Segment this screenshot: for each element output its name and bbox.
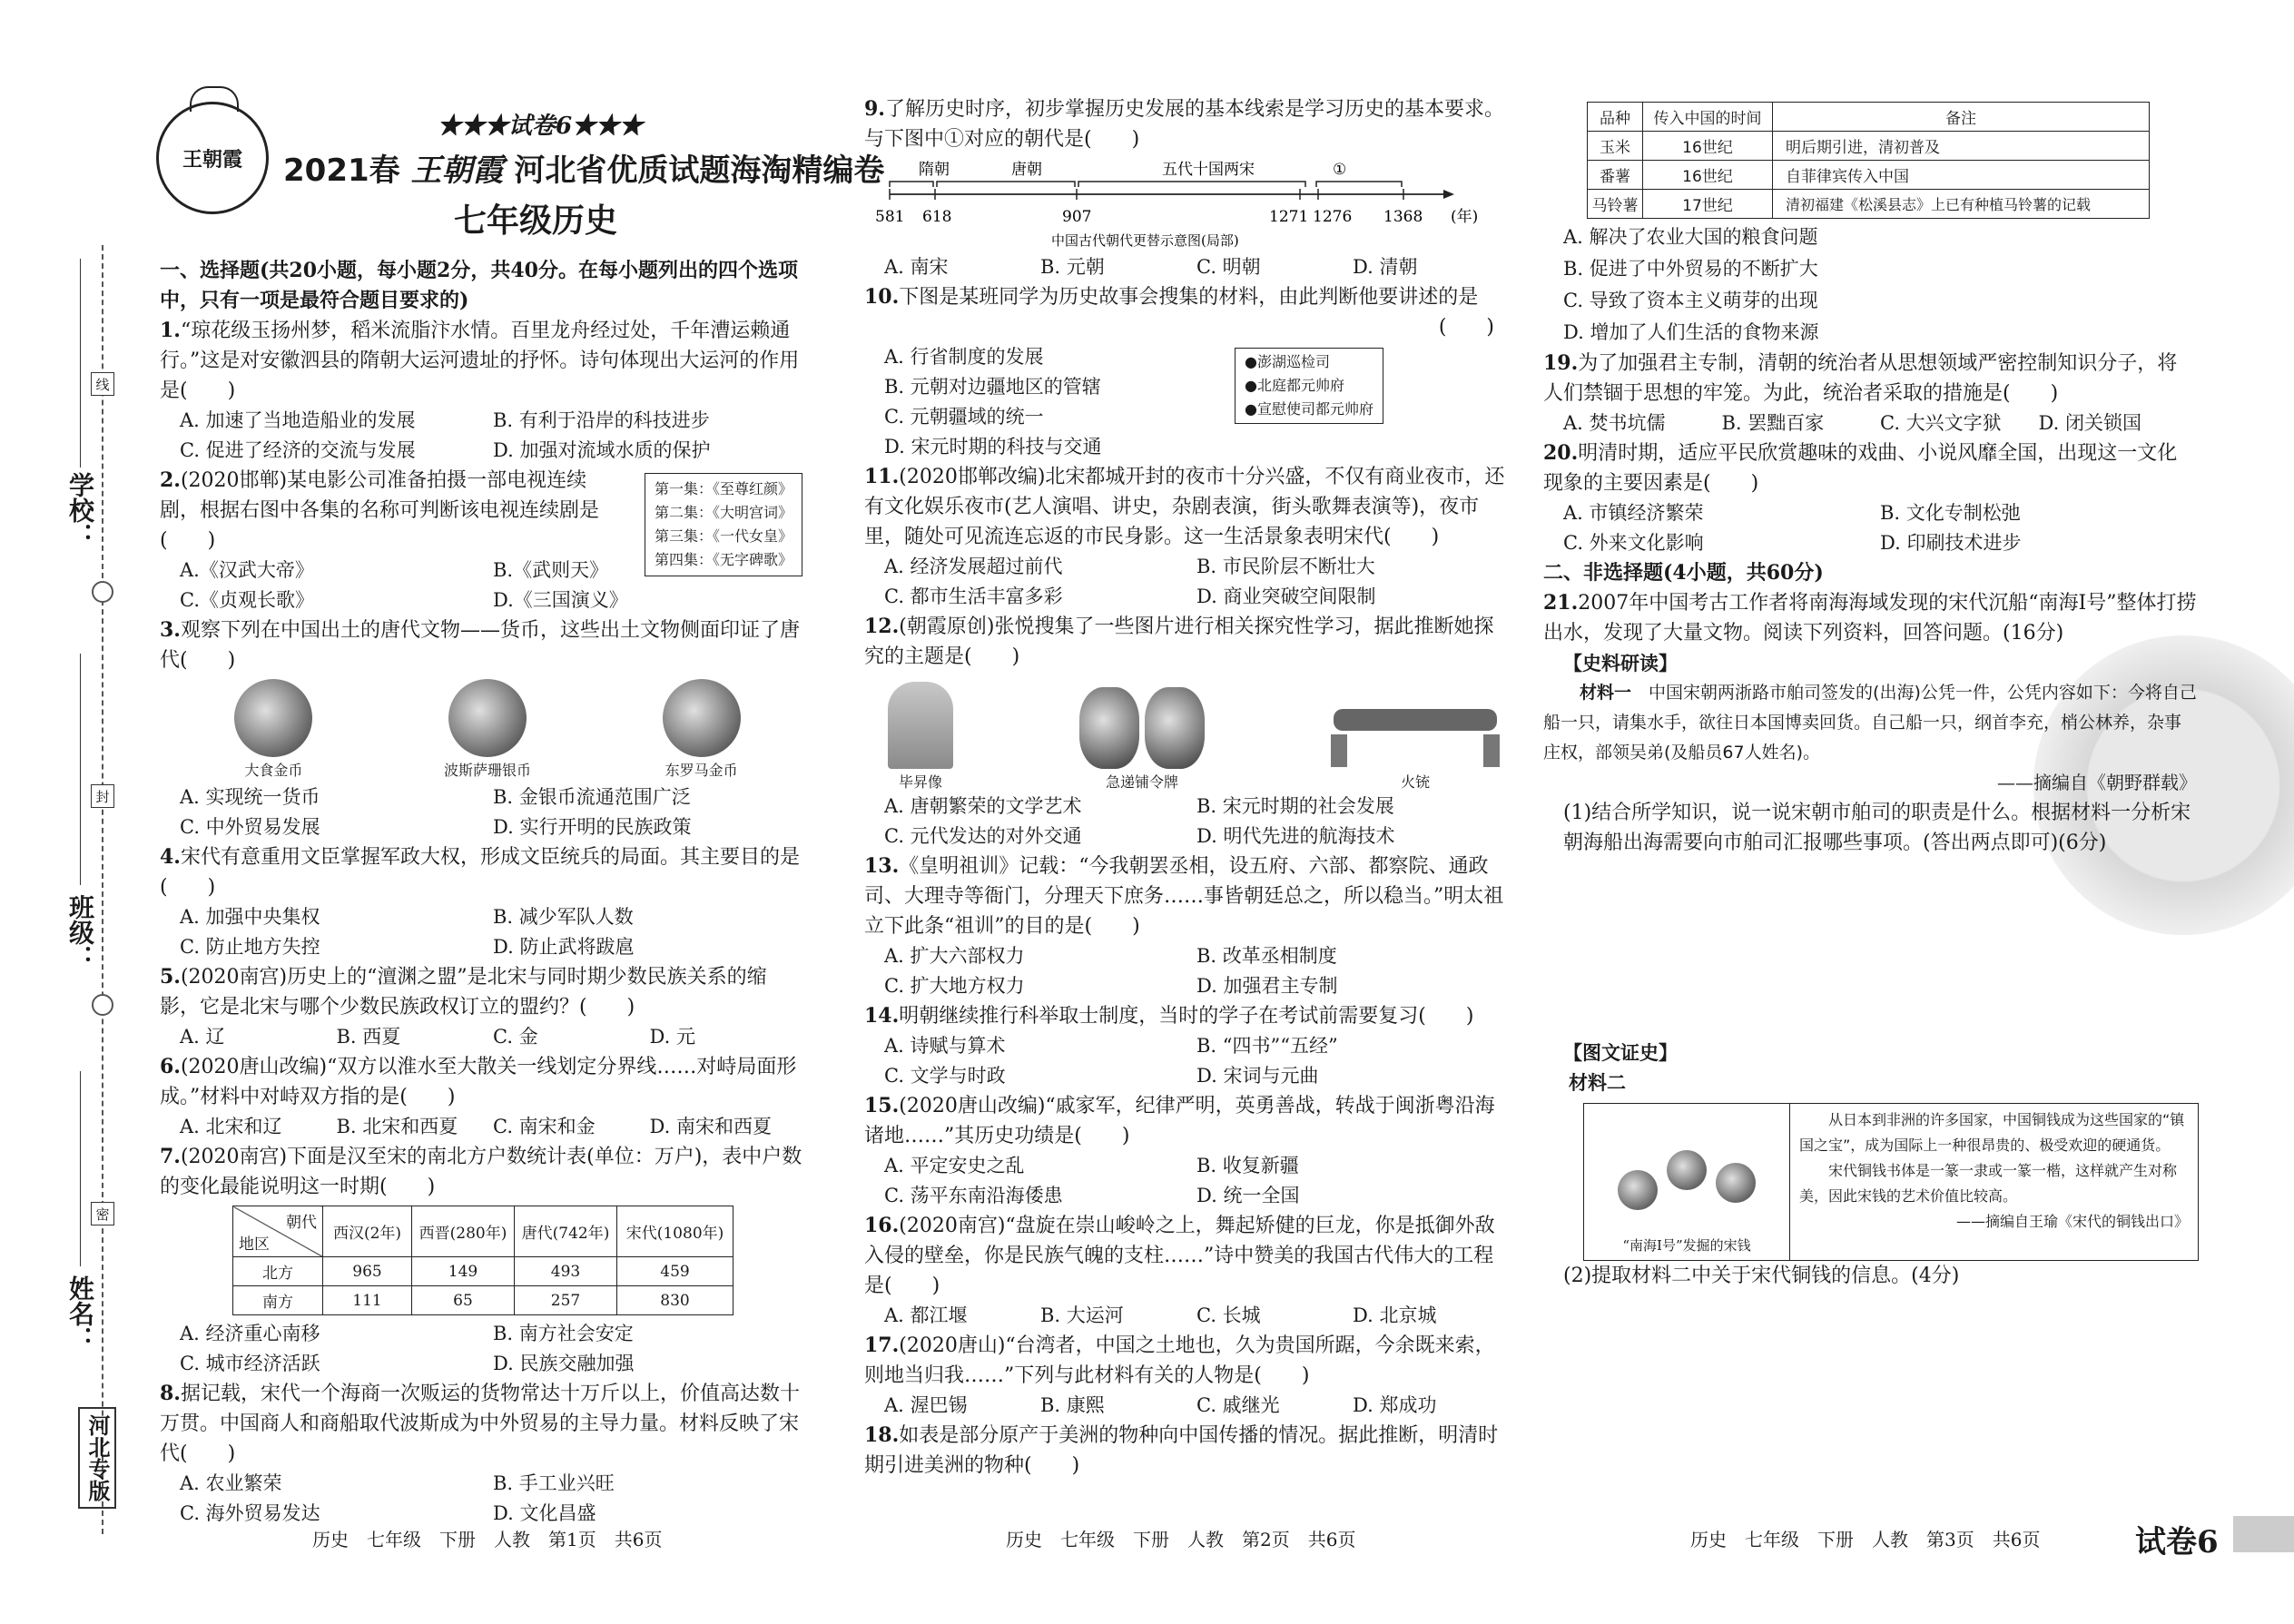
option[interactable]: B. “四书”“五经” [1196,1035,1338,1057]
timeline-segment: 唐朝 [1011,161,1042,179]
table-row: 番薯 16世纪 自菲律宾传入中国 [1588,161,2150,190]
question-7: 7.(2020南宫)下面是汉至宋的南北方户数统计表(单位：万户)，表中户数的变化最能说明这一时期( ) [160,1145,802,1198]
binding-line [102,245,103,1534]
table-row: 马铃薯 17世纪 清初福建《松溪县志》上已有种植马铃薯的记载 [1588,190,2150,219]
option[interactable]: A. 渥巴锡 [884,1394,968,1416]
option[interactable]: A. 实现统一货币 [180,786,320,808]
option[interactable]: B. 北宋和西夏 [336,1116,458,1137]
question-21-part-2: (2)提取材料二中关于宋代铜钱的信息。(4分) [1563,1265,1960,1287]
option[interactable]: D. 清朝 [1353,256,1418,278]
timeline-tick: 1368 [1383,208,1423,226]
timeline-segment: 隋朝 [919,161,950,179]
fire-lance: 火铳 [1331,709,1500,792]
question-9: 9.了解历史时序，初步掌握历史发展的基本线索是学习历史的基本要求。与下图中①对应的朝代是( ) [864,97,1504,151]
question-14: 14.明朝继续推行科举取士制度，当时的学子在考试前需要复习( ) [864,1004,1474,1028]
name-field[interactable] [80,1071,81,1266]
option[interactable]: A. 平定安史之乱 [884,1155,1025,1176]
option[interactable]: D. 文化昌盛 [493,1502,596,1524]
option[interactable]: D. 宋词与元曲 [1196,1065,1319,1087]
section-2-title: 二、非选择题(4小题，共60分) [1543,561,1824,585]
question-19: 19.为了加强君主专制，清朝的统治者从思想领域严密控制知识分子，将人们禁锢于思想的牢笼。为此，统治者采取的措施是( ) [1543,351,2178,405]
option[interactable]: B. 金银币流通范围广泛 [493,786,691,808]
option[interactable]: D. 北京城 [1353,1304,1437,1326]
question-19-options [1543,408,2197,438]
question-16: 16.(2020南宫)“盘旋在崇山峻岭之上，舞起矫健的巨龙，你是抵御外敌入侵的壁垒，你是民族气魄的支柱……”诗中赞美的我国古代伟大的工程是( ) [864,1214,1495,1297]
option[interactable]: B. 南方社会安定 [493,1323,634,1344]
option[interactable]: D. 南宋和西夏 [649,1116,772,1137]
paper-tag: ★★★试卷6★★★ [438,113,644,140]
page-footer: 历史 七年级 下册 人教 第1页 共6页 [312,1529,663,1550]
answer-paren: ( ) [1438,316,1494,339]
option[interactable]: A. 加速了当地造船业的发展 [180,409,416,431]
question-21-part-1: (1)结合所学知识，说一说宋朝市舶司的职责是什么。根据材料一分析宋朝海船出海需要向市舶司汇报哪些事项。(答出两点即可)(6分) [1563,802,2191,854]
column-header: 品种 [1588,103,1643,132]
option[interactable]: C. 元朝疆域的统一 [884,406,1044,428]
option[interactable]: A. 唐朝繁荣的文学艺术 [884,795,1082,817]
question-14-options [864,1031,1509,1091]
option[interactable]: C. 导致了资本主义萌芽的出现 [1563,290,1818,311]
option[interactable]: C. 元代发达的对外交通 [884,825,1082,847]
question-8: 8.据记载，宋代一个海商一次贩运的货物常达十万斤以上，价值高达数十万贯。中国商人和商船取代波斯成为中外贸易的主导力量。材料反映了宋代( ) [160,1382,800,1465]
seal-secret: 密 [91,1202,114,1225]
option[interactable]: B.《武则天》 [493,559,609,581]
office-list-box: ●澎湖巡检司 ●北庭都元帅府 ●宣慰使司都元帅府 [1235,348,1383,424]
timeline-tick: 907 [1062,208,1092,226]
binding-ring [92,581,113,603]
material-2-label: 材料二 [1569,1071,1626,1094]
option[interactable]: D. 宋元时期的科技与交通 [884,436,1102,458]
option[interactable]: D. 明代先进的航海技术 [1196,825,1395,847]
option[interactable]: D. 增加了人们生活的食物来源 [1563,321,1819,343]
song-coins-photo: “南海Ⅰ号”发掘的宋钱 [1584,1104,1790,1260]
bisheng-portrait: 毕昇像 [888,682,953,792]
option[interactable]: C.《贞观长歌》 [180,589,314,611]
option[interactable]: D. 实行开明的民族政策 [493,816,692,838]
column-header: 传入中国的时间 [1643,103,1773,132]
page-footer: 历史 七年级 下册 人教 第3页 共6页 [1690,1529,2041,1550]
school-field[interactable] [80,259,81,468]
exam-subtitle: 七年级历史 [454,202,618,240]
column-header: 备注 [1773,103,2150,132]
option[interactable]: B. 促进了中外贸易的不断扩大 [1563,258,1818,280]
school-label: 学校： [65,472,95,548]
question-6: 6.(2020唐山改编)“双方以淮水至大散关一线划定分界线……对峙局面形成。”材料中对峙双方指的是( ) [160,1055,797,1108]
option[interactable]: D. 加强对流域水质的保护 [493,439,711,461]
timeline-unit: (年) [1451,208,1479,226]
column-header: 宋代(1080年) [617,1206,733,1257]
question-2: 2.(2020邯郸)某电影公司准备拍摄一部电视连续剧，根据右图中各集的名称可判断该电视连续剧是( ) [160,468,600,552]
timeline-tick: 1276 [1313,208,1353,226]
timeline-tick: 618 [922,208,952,226]
question-15-options [864,1151,1509,1211]
timeline-tick: 581 [875,208,905,226]
question-15: 15.(2020唐山改编)“戚家军，纪律严明，英勇善战，转战于闽浙粤沿海诸地……”其历史功绩是( ) [864,1094,1495,1147]
option[interactable]: A. 扩大六部权力 [884,945,1025,967]
question-17-options [864,1391,1509,1421]
option[interactable]: A. 加强中央集权 [180,906,320,928]
table-corner: 朝代 地区 [233,1206,323,1257]
species-table [1587,102,2150,219]
binding-ring [92,994,113,1016]
question-10: 10.下图是某班同学为历史故事会搜集的材料，由此判断他要讲述的是 [864,285,1479,309]
option[interactable]: A. 经济发展超过前代 [884,556,1063,577]
material-1-source: ——摘编自《朝野群载》 [1997,772,2197,793]
option[interactable]: D. 商业突破空间限制 [1196,586,1376,607]
question-18: 18.如表是部分原产于美洲的物种向中国传播的情况。据此推断，明清时期引进美洲的物种( ) [864,1423,1499,1477]
section-1-title: 一、选择题(共20小题，每小题2分，共40分。在每小题列出的四个选项中，只有一项是最符合题目要求的) [160,259,798,312]
option[interactable]: B. 市民阶层不断壮大 [1196,556,1375,577]
question-9-options [864,252,1509,282]
option[interactable]: A. 北宋和辽 [180,1116,282,1137]
option[interactable]: D. 民族交融加强 [493,1353,635,1374]
option[interactable]: A. 焚书坑儒 [1563,412,1666,434]
class-label: 班级： [65,894,95,970]
option[interactable]: A. 农业繁荣 [180,1472,282,1494]
option[interactable]: C. 促进了经济的交流与发展 [180,439,416,461]
artifact-images [864,672,1509,792]
coin-images [160,675,806,782]
question-7-options [160,1319,806,1379]
material-1: 材料一 中国宋朝两浙路市舶司签发的(出海)公凭一件，公凭内容如下：今将自己船一只，请集水手，欲往日本国博卖回货。自己船一只，纲首李充，梢公林养，杂事庄权，部领吴弟(及船员67人姓名)。 [1543,683,2197,763]
option[interactable]: D. 印刷技术进步 [1880,532,2022,554]
question-5: 5.(2020南宫)历史上的“澶渊之盟”是北宋与同时期少数民族关系的缩影，它是北宋与哪个少数民族政权订立的盟约？( ) [160,965,767,1019]
question-6-options [160,1112,806,1142]
option[interactable]: B. 西夏 [336,1026,401,1048]
timeline-segment: ① [1333,161,1347,179]
courier-tokens: 急递铺令牌 [1079,687,1205,792]
question-8-options [160,1469,806,1529]
option[interactable]: A. 市镇经济繁荣 [1563,502,1704,524]
question-5-options [160,1022,806,1052]
option[interactable]: C. 文学与时政 [884,1065,1006,1087]
name-label: 姓名： [65,1275,95,1352]
option[interactable]: C. 长城 [1196,1304,1261,1326]
option[interactable]: B. 减少军队人数 [493,906,634,928]
coin-figure: 东罗马金币 [663,675,741,782]
timeline-segment: 五代十国两宋 [1162,161,1255,179]
option[interactable]: C. 城市经济活跃 [180,1353,320,1374]
subsection-heading: 【史料研读】 [1563,652,1678,674]
question-2-block [160,466,806,568]
option[interactable]: D. 闭关锁国 [2038,412,2141,434]
table-row: 南方 111 65 257 830 [233,1286,733,1315]
question-18-options [1543,221,2197,349]
answer-space[interactable] [1543,858,2197,1038]
option[interactable]: D. 防止武将跋扈 [493,936,635,958]
question-17: 17.(2020唐山)“台湾者，中国之土地也，久为贵国所踞，今余既来索，则地当归我……”下列与此材料有关的人物是( ) [864,1334,1495,1387]
option[interactable]: D. 郑成功 [1353,1394,1437,1416]
option[interactable]: A. 经济重心南移 [180,1323,320,1344]
dynasty-timeline [873,154,1509,252]
option[interactable]: C. 南宋和金 [493,1116,596,1137]
page-footer: 历史 七年级 下册 人教 第2页 共6页 [1006,1529,1356,1550]
column-2 [864,94,1509,1481]
option[interactable]: C. 戚继光 [1196,1394,1280,1416]
option[interactable]: A. 解决了农业大国的粮食问题 [1563,226,1818,248]
option[interactable]: C. 明朝 [1196,256,1261,278]
subsection-heading: 【图文证史】 [1563,1041,1678,1064]
question-1-options [160,406,806,466]
footer-bar [2233,1516,2294,1552]
question-3: 3.观察下列在中国出土的唐代文物——货币，这些出土文物侧面印证了唐代( ) [160,618,800,672]
household-table [232,1206,733,1315]
option[interactable]: C. 防止地方失控 [180,936,320,958]
column-3 [1543,221,2197,1291]
question-21: 21.2007年中国考古工作者将南海海域发现的宋代沉船“南海Ⅰ号”整体打捞出水，发现了大量文物。阅读下列资料，回答问题。(16分) [1543,591,2197,645]
question-20-options [1543,498,2197,558]
option[interactable]: B. 元朝 [1040,256,1105,278]
paper-number-tag: 试卷6 [2135,1524,2219,1560]
option[interactable]: A.《汉武大帝》 [180,559,314,581]
option[interactable]: C. 都市生活丰富多彩 [884,586,1063,607]
coin-figure: 波斯萨珊银币 [444,675,531,782]
option[interactable]: A. 都江堰 [884,1304,968,1326]
option[interactable]: B. 有利于沿岸的科技进步 [493,409,710,431]
table-row: 北方 965 149 493 459 [233,1257,733,1286]
option[interactable]: D.《三国演义》 [493,589,628,611]
question-3-options [160,782,806,842]
coin-figure: 大食金币 [234,675,312,782]
question-16-options [864,1301,1509,1331]
option[interactable]: A. 诗赋与算术 [884,1035,1006,1057]
option[interactable]: B. 收复新疆 [1196,1155,1299,1176]
question-13-options [864,941,1509,1001]
question-10-options [864,342,1509,462]
brand-logo: 王朝霞 [156,102,269,214]
question-13: 13.《皇明祖训》记载：“今我朝罢丞相，设五府、六部、都察院、通政司、大理寺等衙门，分理天下庶务……事皆朝廷总之，所以稳当。”明太祖立下此条“祖训”的目的是( ) [864,854,1504,938]
seal-line: 线 [91,372,114,396]
region-badge: 河北专版 [78,1407,116,1509]
column-header: 西晋(280年) [412,1206,515,1257]
option[interactable]: B. 手工业兴旺 [493,1472,615,1494]
option[interactable]: C. 金 [493,1026,538,1048]
timeline-caption: 中国古代朝代更替示意图(局部) [1051,232,1239,249]
material-2-box [1583,1103,2199,1261]
question-4: 4.宋代有意重用文臣掌握军政大权，形成文臣统兵的局面。其主要目的是( ) [160,845,800,899]
option[interactable]: C. 荡平东南沿海倭患 [884,1185,1063,1206]
column-header: 唐代(742年) [515,1206,617,1257]
column-1 [160,256,806,1529]
option[interactable]: B. 元朝对边疆地区的管辖 [884,376,1101,398]
question-1: 1.“琼花级玉扬州梦，稻米流脂汴水情。百里龙舟经过处，千年漕运赖通行。”这是对安徽泗县的隋朝大运河遗址的抒怀。诗句体现出大运河的作用是( ) [160,319,800,402]
option[interactable]: D. 统一全国 [1196,1185,1300,1206]
option[interactable]: C. 外来文化影响 [1563,532,1704,554]
option[interactable]: B. 康熙 [1040,1394,1105,1416]
question-4-options [160,902,806,962]
question-20: 20.明清时期，适应平民欣赏趣味的戏曲、小说风靡全国，出现这一文化现象的主要因素是( ) [1543,441,2178,495]
seal-seal: 封 [91,784,114,808]
class-field[interactable] [80,654,81,885]
option[interactable]: C. 大兴文字狱 [1880,412,2002,434]
material-2-text: 从日本到非洲的许多国家，中国铜钱成为这些国家的“镇国之宝”，成为国际上一种很昂贵的、极受欢迎的硬通货。 宋代铜钱书体是一篆一隶或一篆一楷，这样就产生对称美，因此宋钱的艺术价值比较高。 ——摘编自王瑜《宋代的铜钱出口》 [1799,1111,2189,1230]
option[interactable]: B. 大运河 [1040,1304,1124,1326]
question-10-body [864,342,1509,462]
option[interactable]: B. 罢黜百家 [1721,412,1825,434]
table-row: 玉米 16世纪 明后期引进，清初普及 [1588,132,2150,161]
option[interactable]: C. 中外贸易发展 [180,816,320,838]
episode-box: 第一集：《至尊红颜》 第二集：《大明宫词》 第三集：《一代女皇》 第四集：《无字碑歌》 [645,473,802,576]
option[interactable]: B. 宋元时期的社会发展 [1196,795,1394,817]
question-11-options [864,552,1509,612]
question-12: 12.(朝霞原创)张悦搜集了一些图片进行相关探究性学习，据此推断她探究的主题是( ) [864,615,1494,668]
option[interactable]: C. 扩大地方权力 [884,975,1025,997]
exam-title: 2021春 王朝霞 河北省优质试题海淘精编卷 [283,153,885,189]
option[interactable]: D. 加强君主专制 [1196,975,1338,997]
option[interactable]: C. 海外贸易发达 [180,1502,320,1524]
option[interactable]: B. 改革丞相制度 [1196,945,1337,967]
question-12-options [864,792,1509,851]
option[interactable]: A. 南宋 [884,256,949,278]
option[interactable]: A. 辽 [180,1026,225,1048]
option[interactable]: B. 文化专制松弛 [1880,502,2021,524]
option[interactable]: A. 行省制度的发展 [884,346,1044,368]
column-header: 西汉(2年) [323,1206,412,1257]
question-11: 11.(2020邯郸改编)北宋都城开封的夜市十分兴盛，不仅有商业夜市，还有文化娱乐夜市(艺人演唱、讲史，杂剧表演，街头歌舞表演等)，夜市里，随处可见流连忘返的市民身影。这一生活景象表明宋代( ) [864,465,1505,548]
option[interactable]: D. 元 [649,1026,695,1048]
timeline-tick: 1271 [1269,208,1309,226]
